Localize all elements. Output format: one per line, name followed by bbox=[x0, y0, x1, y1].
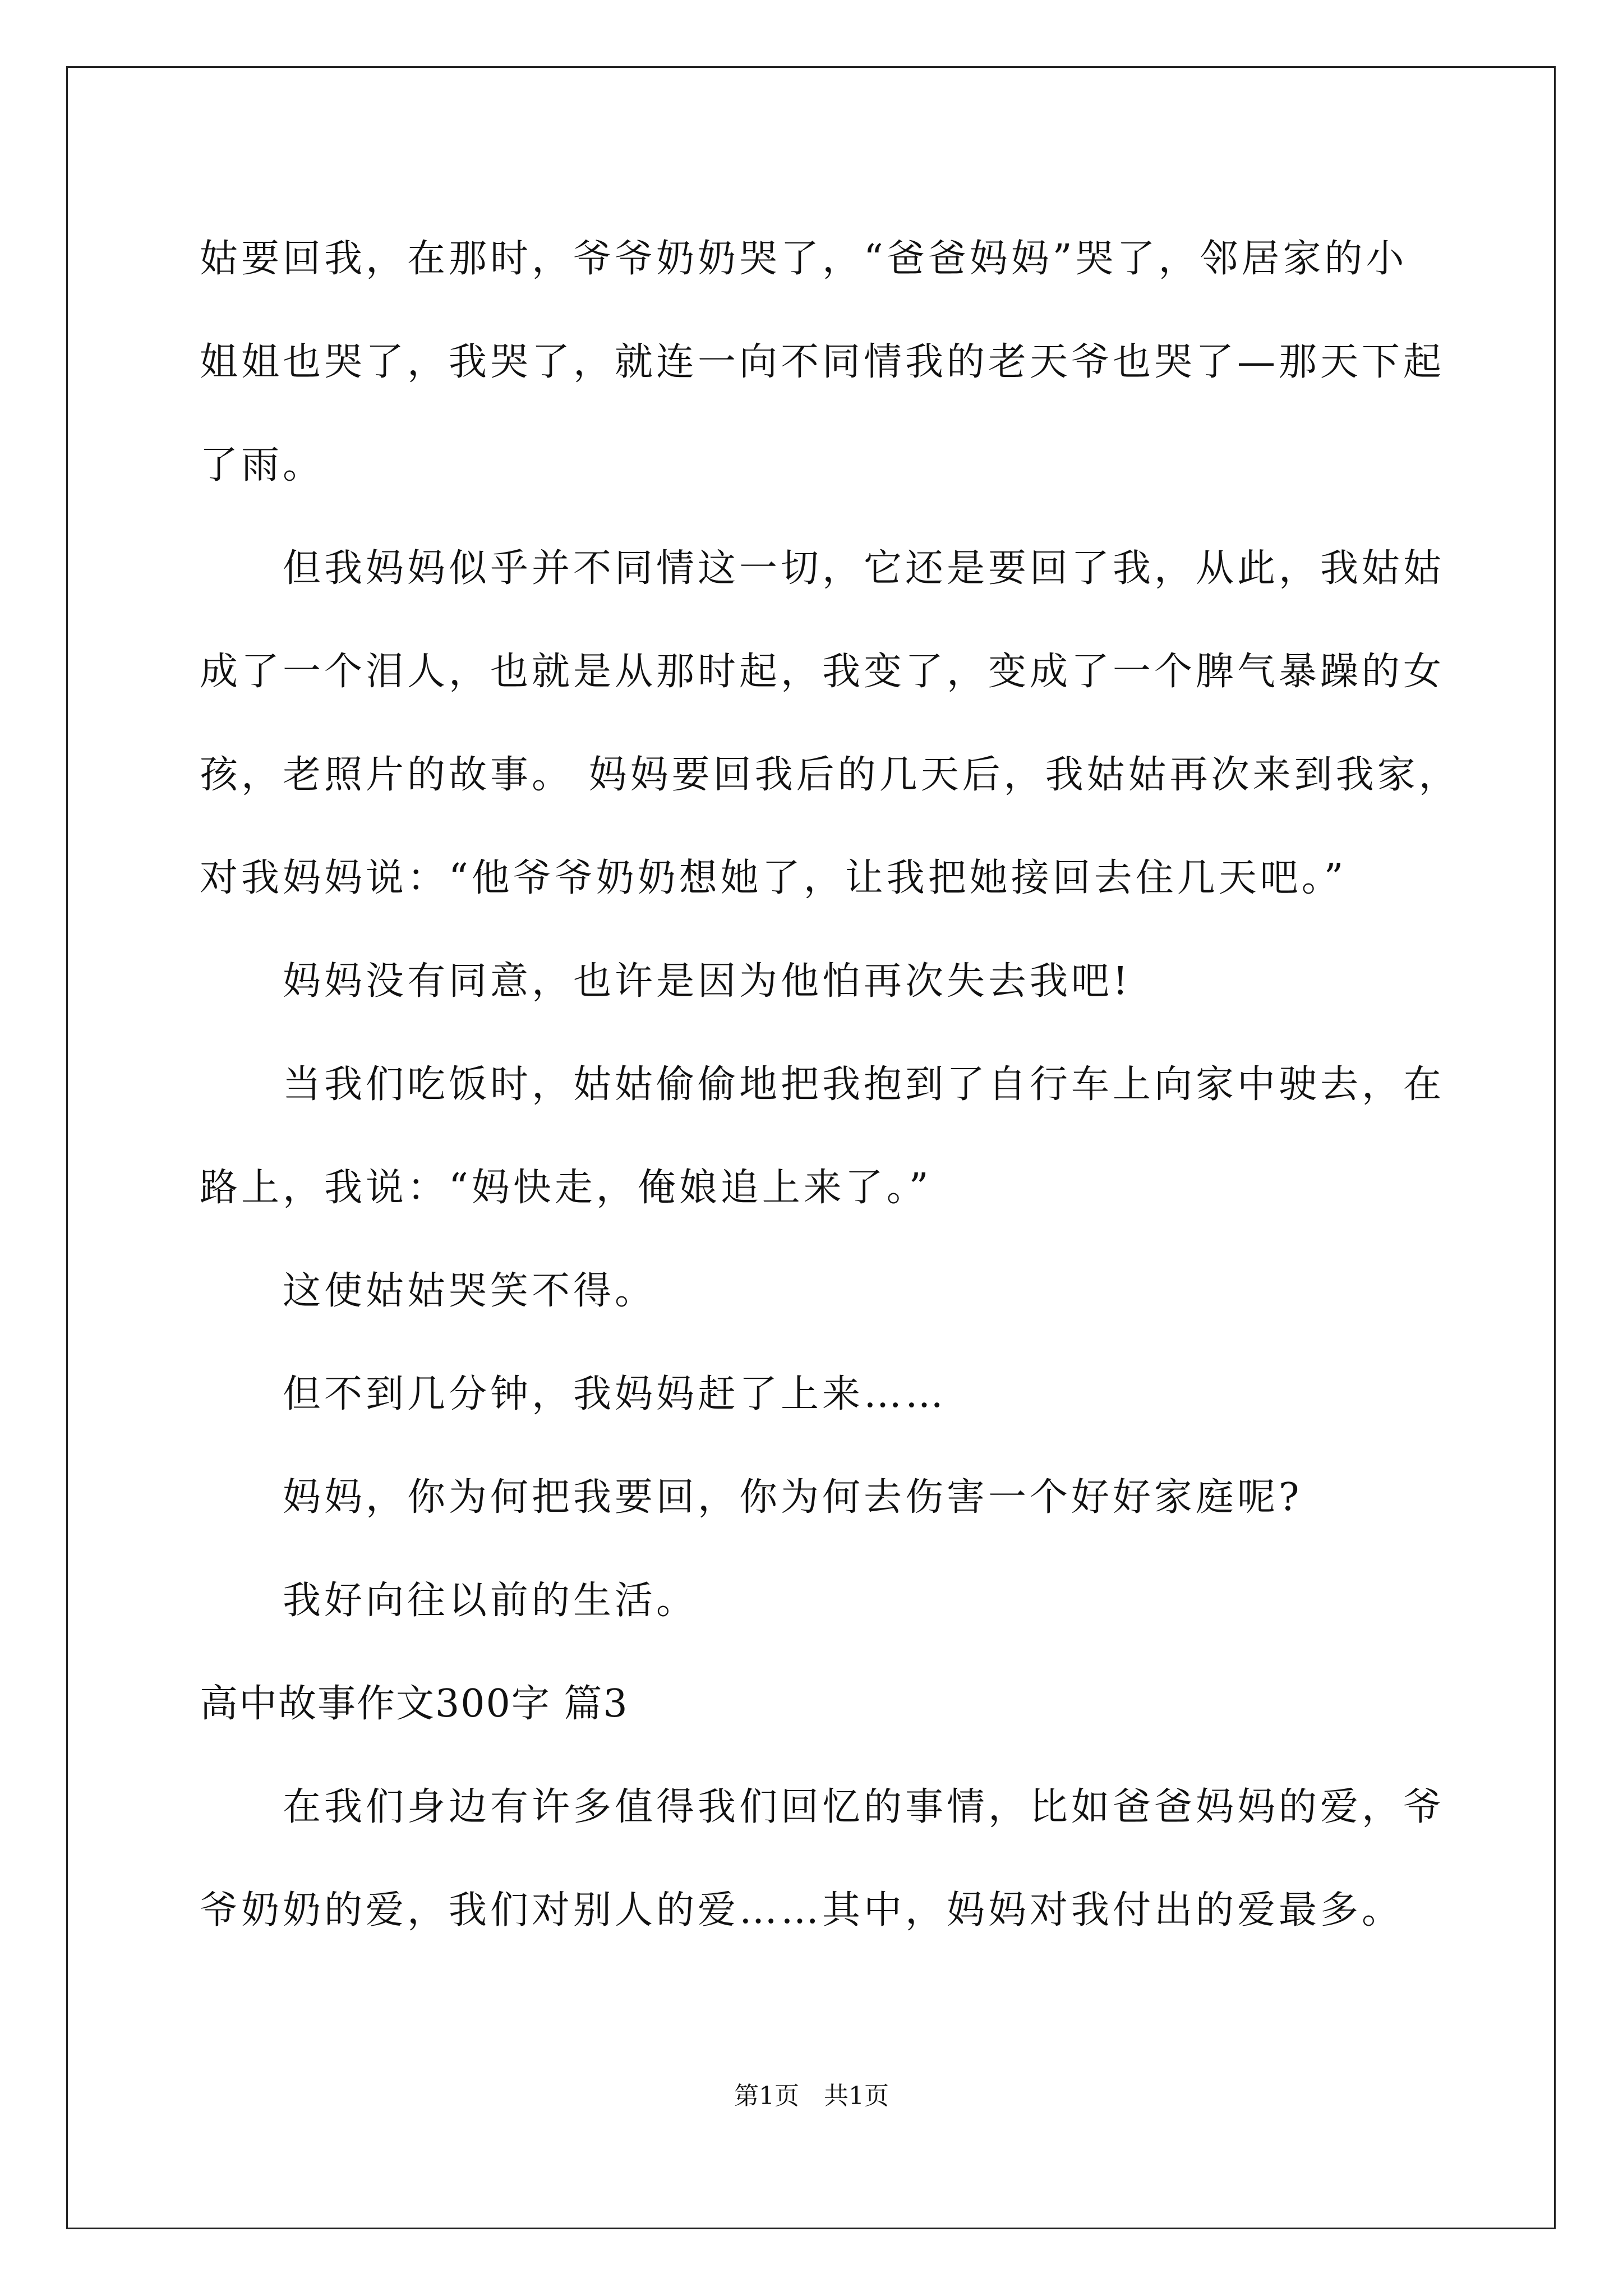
text-line: 爷奶奶的爱，我们对别人的爱……其中，妈妈对我付出的爱最多。 bbox=[200, 1888, 1404, 1932]
paragraph-start: 我好向往以前的生活。 bbox=[283, 1579, 698, 1623]
document-body bbox=[200, 208, 1460, 1962]
paragraph-start: 当我们吃饭时，姑姑偷偷地把我抱到了自行车上向家中驶去，在 bbox=[283, 1062, 1445, 1107]
text-line: 姑要回我，在那时，爷爷奶奶哭了，“爸爸妈妈”哭了，邻居家的小 bbox=[200, 237, 1408, 281]
paragraph-start: 妈妈，你为何把我要回，你为何去伤害一个好好家庭呢? bbox=[283, 1475, 1303, 1520]
text-line: 成了一个泪人，也就是从那时起，我变了，变成了一个脾气暴躁的女 bbox=[200, 650, 1445, 694]
page-footer: 第1页 共1页 bbox=[734, 2082, 889, 2110]
paragraph-start: 在我们身边有许多值得我们回忆的事情，比如爸爸妈妈的爱，爷 bbox=[283, 1785, 1445, 1829]
text-line: 路上，我说：“妈快走，俺娘追上来了。” bbox=[200, 1166, 932, 1210]
text-line: 了雨。 bbox=[200, 443, 325, 487]
text-line: 姐姐也哭了，我哭了，就连一向不同情我的老天爷也哭了—那天下起 bbox=[200, 340, 1445, 384]
section-heading: 高中故事作文300字 篇3 bbox=[200, 1682, 629, 1726]
paragraph-start: 但我妈妈似乎并不同情这一切，它还是要回了我，从此，我姑姑 bbox=[283, 546, 1445, 591]
paragraph-start: 但不到几分钟，我妈妈赶了上来…… bbox=[283, 1372, 947, 1416]
text-line: 对我妈妈说：“他爷爷奶奶想她了，让我把她接回去住几天吧。” bbox=[200, 856, 1347, 900]
text-line: 孩，老照片的故事。 妈妈要回我后的几天后，我姑姑再次来到我家， bbox=[200, 753, 1460, 797]
paragraph-start: 妈妈没有同意，也许是因为他怕再次失去我吧! bbox=[283, 959, 1132, 1004]
paragraph-start: 这使姑姑哭笑不得。 bbox=[283, 1269, 657, 1313]
